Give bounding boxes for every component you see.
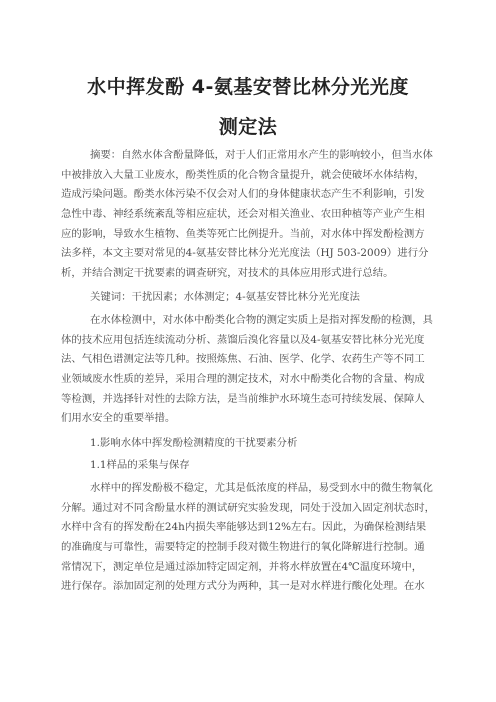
abstract-paragraph [61,146,441,284]
document-title-line-2: 测定法 [218,116,278,138]
abstract-line: 析，并结合测定干扰要素的调查研究，对技术的具体应用形式进行总结。 [61,267,394,280]
document-body [61,146,441,597]
abstract-line: 急性中毒、神经系统紊乱等相应症状，还会对相关渔业、农田种植等产业产生相 [61,208,425,221]
section-heading-1: 1.影响水体中挥发酚检测精度的干扰要素分析 [90,436,298,449]
intro-line: 体的技术应用包括连续流动分析、蒸馏后溴化容量以及4-氨基安替比林分光光度 [61,333,425,346]
body-line: 分解。通过对不同含酚量水样的测试研究实验发现，同处于没加入固定剂状态时， [61,501,436,514]
intro-line: 业领域废水性质的差异，采用合理的测定技术，对水中酚类化合物的含量、构成 [61,373,425,386]
body-line: 水样中的挥发酚极不稳定，尤其是低浓度的样品，易受到水中的微生物氧化 [90,482,433,494]
document-title-line-1: 水中挥发酚 4-氨基安替比林分光光度 [87,76,409,98]
abstract-line: 摘要：自然水体含酚量降低，对于人们正常用水产生的影响较小，但当水体 [90,149,433,161]
section-heading-1-1: 1.1样品的采集与保存 [90,459,190,472]
body-line: 的准确度与可靠性，需要特定的控制手段对微生物进行的氧化降解进行控制。通 [61,541,425,554]
body-line: 水样中含有的挥发酚在24h内损失率能够达到12%左右。因此，为确保检测结果 [61,521,427,534]
abstract-line: 法多样，本文主要对常见的4-氨基安替比林分光光度法（HJ 503-2009）进行分 [61,247,429,260]
abstract-line: 中被排放入大量工业废水，酚类性质的化合物含量提升，就会使破坏水体结构， [61,168,425,181]
intro-line: 法、气相色谱测定法等几种。按照炼焦、石油、医学、化学、农药生产等不同工 [61,353,425,366]
abstract-line: 造成污染问题。酚类水体污染不仅会对人们的身体健康状态产生不利影响，引发 [61,188,425,201]
intro-line: 们用水安全的重要举措。 [61,412,176,425]
intro-line: 在水体检测中，对水体中酚类化合物的测定实质上是指对挥发酚的检测，具 [90,314,433,326]
keywords-line: 关键词：干扰因素；水体测定；4-氨基安替比林分光光度法 [90,291,360,304]
intro-paragraph [61,311,441,429]
abstract-line: 应的影响，导致水生植物、鱼类等死亡比例提升。当前，对水体中挥发酚检测方 [61,227,425,240]
body-paragraph [61,479,441,597]
intro-line: 等检测，并选择针对性的去除方法，是当前维护水环境生态可持续发展、保障人 [61,392,425,405]
body-line: 进行保存。添加固定剂的处理方式分为两种，其一是对水样进行酸化处理。在水 [61,580,425,593]
body-line: 常情况下，测定单位是通过添加特定固定剂，并将水样放置在4℃温度环境中， [61,560,423,573]
